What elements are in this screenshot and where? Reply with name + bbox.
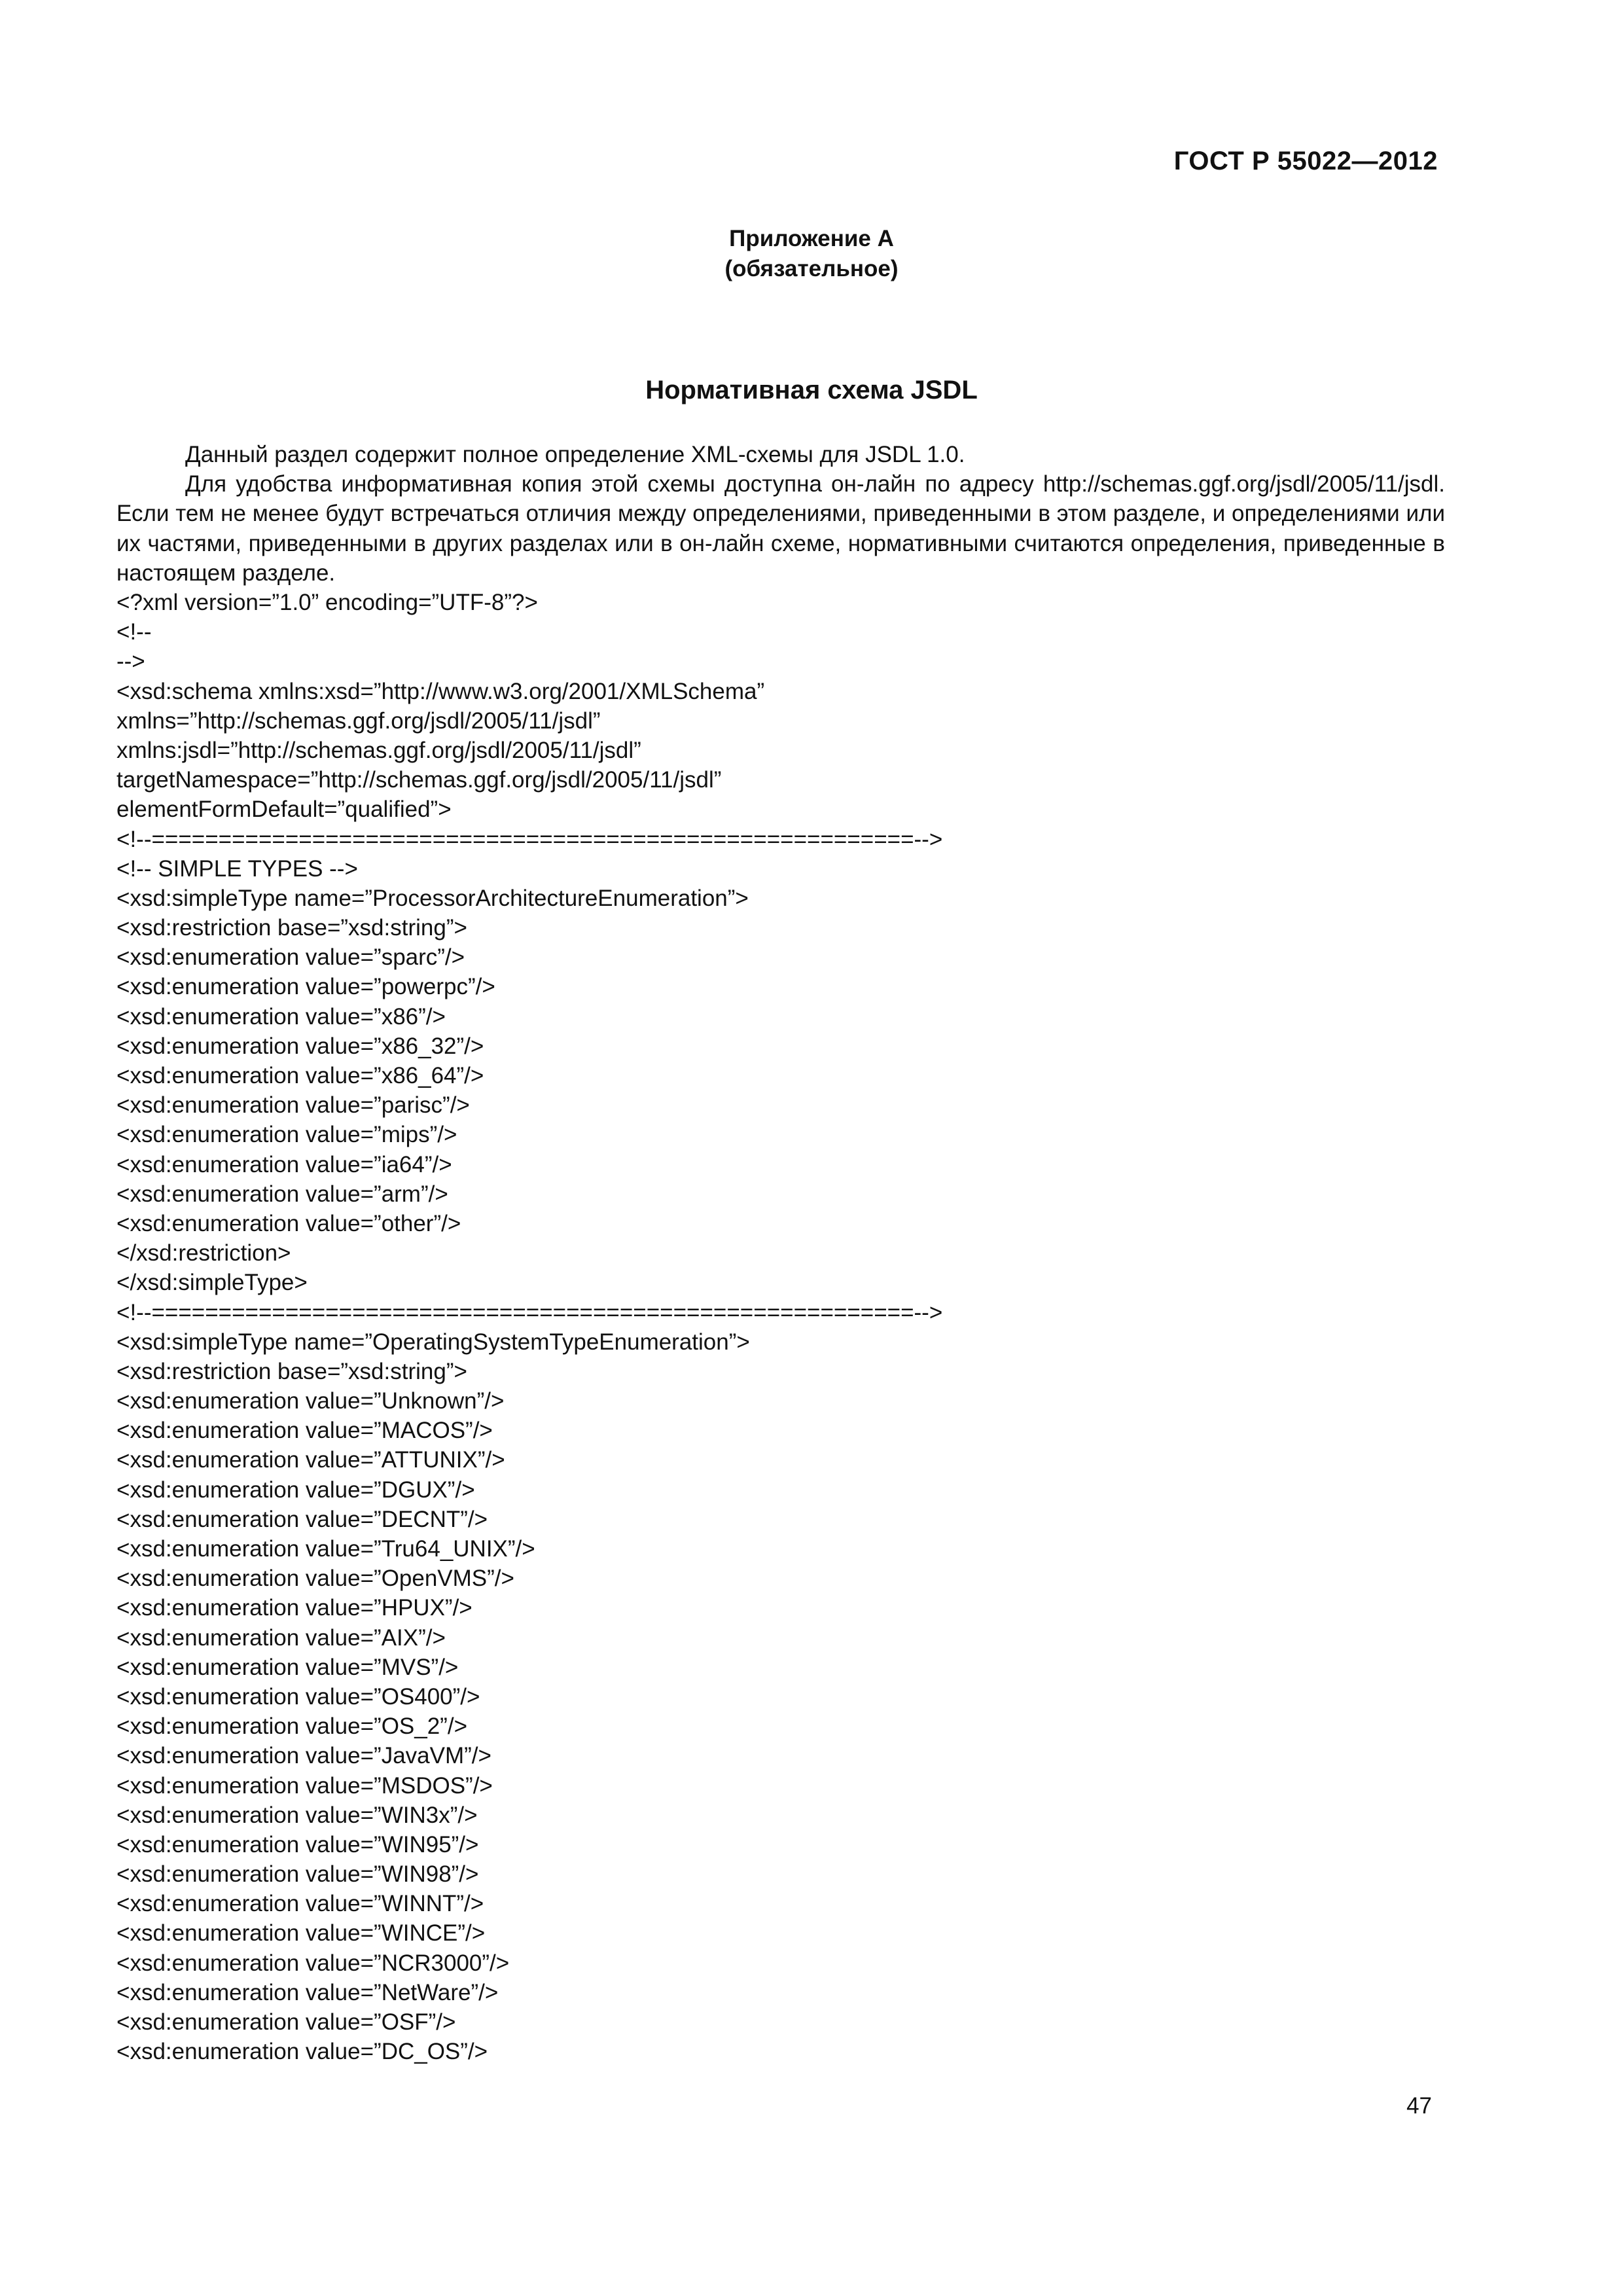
code-line: <xsd:enumeration value=”MSDOS”/> (116, 1772, 493, 1799)
code-line: <xsd:enumeration value=”MVS”/> (116, 1654, 459, 1680)
body-content (116, 440, 1445, 2066)
code-line: <xsd:enumeration value=”parisc”/> (116, 1092, 470, 1119)
code-line: xmlns:jsdl=”http://schemas.ggf.org/jsdl/2005/11/jsdl” (116, 737, 641, 763)
code-line: <xsd:enumeration value=”WIN98”/> (116, 1861, 479, 1888)
appendix-title: Приложение А (729, 226, 894, 251)
intro-paragraph: Данный раздел содержит полное определение XML-схемы для JSDL 1.0. (185, 442, 965, 467)
appendix-status: (обязательное) (724, 256, 899, 281)
code-line: --> (116, 649, 145, 675)
code-line: <xsd:enumeration value=”OS400”/> (116, 1683, 480, 1710)
section-heading: Нормативная схема JSDL (645, 376, 978, 404)
code-line: <!-- (116, 619, 152, 645)
code-line: elementFormDefault=”qualified”> (116, 797, 452, 823)
xml-schema-listing (116, 588, 1445, 2066)
code-line: <xsd:enumeration value=”WINNT”/> (116, 1891, 484, 1917)
code-line: <xsd:enumeration value=”x86_32”/> (116, 1033, 484, 1059)
code-line: <!--=========================================================--> (116, 826, 943, 852)
code-line: <xsd:enumeration value=”WINCE”/> (116, 1920, 486, 1946)
appendix-block (0, 224, 1623, 284)
code-line: <xsd:enumeration value=”WIN3x”/> (116, 1802, 478, 1828)
code-line: <xsd:restriction base=”xsd:string”> (116, 1358, 467, 1384)
document-code: ГОСТ Р 55022—2012 (1173, 147, 1438, 175)
code-line: <!-- SIMPLE TYPES --> (116, 855, 358, 882)
code-line: <xsd:schema xmlns:xsd=”http://www.w3.org/2001/XMLSchema” (116, 678, 765, 704)
code-line: <xsd:enumeration value=”DGUX”/> (116, 1477, 475, 1503)
code-line: <xsd:enumeration value=”arm”/> (116, 1181, 448, 1207)
code-line: <xsd:restriction base=”xsd:string”> (116, 915, 467, 941)
code-line: <xsd:enumeration value=”DECNT”/> (116, 1506, 488, 1532)
code-line: <xsd:enumeration value=”Tru64_UNIX”/> (116, 1536, 535, 1562)
code-line: <xsd:enumeration value=”x86”/> (116, 1003, 446, 1030)
code-line: <xsd:enumeration value=”x86_64”/> (116, 1063, 484, 1089)
code-line: <xsd:enumeration value=”Unknown”/> (116, 1388, 505, 1414)
code-line: <xsd:enumeration value=”NCR3000”/> (116, 1950, 510, 1976)
code-line: xmlns=”http://schemas.ggf.org/jsdl/2005/11/jsdl” (116, 708, 601, 734)
code-line: <xsd:simpleType name=”OperatingSystemTypeEnumeration”> (116, 1329, 750, 1355)
code-line: <xsd:enumeration value=”OS_2”/> (116, 1713, 468, 1740)
code-line: targetNamespace=”http://schemas.ggf.org/jsdl/2005/11/jsdl” (116, 767, 722, 793)
intro-paragraph: Для удобства информативная копия этой схемы доступна он-лайн по адресу http://schemas.ggf.org/jsdl/2005/11/jsdl. Если тем не менее будут встречаться отличия между определениями, приведенными в этом разделе, и определениями или их частями, приведенными в других разделах или в он-лайн схеме, нормативными считаются определения, приведенные в настоящем разделе. (116, 471, 1445, 586)
code-line: </xsd:simpleType> (116, 1270, 308, 1296)
code-line: <xsd:enumeration value=”DC_OS”/> (116, 2039, 488, 2065)
code-line: <xsd:enumeration value=”NetWare”/> (116, 1979, 499, 2005)
code-line: <xsd:enumeration value=”MACOS”/> (116, 1418, 493, 1444)
code-line: <xsd:enumeration value=”powerpc”/> (116, 974, 495, 1000)
code-line: <xsd:enumeration value=”JavaVM”/> (116, 1743, 491, 1769)
code-line: <?xml version=”1.0” encoding=”UTF-8”?> (116, 590, 538, 616)
code-line: <xsd:enumeration value=”OSF”/> (116, 2009, 456, 2036)
code-line: <xsd:enumeration value=”ia64”/> (116, 1151, 452, 1177)
code-line: <xsd:enumeration value=”other”/> (116, 1210, 461, 1236)
code-line: <xsd:enumeration value=”OpenVMS”/> (116, 1566, 514, 1592)
code-line: <xsd:enumeration value=”sparc”/> (116, 944, 465, 971)
code-line: <!--=========================================================--> (116, 1299, 943, 1325)
code-line: <xsd:enumeration value=”HPUX”/> (116, 1595, 473, 1621)
page-number: 47 (1406, 2093, 1432, 2119)
code-line: <xsd:enumeration value=”AIX”/> (116, 1624, 446, 1651)
code-line: </xsd:restriction> (116, 1240, 291, 1266)
code-line: <xsd:enumeration value=”ATTUNIX”/> (116, 1447, 505, 1473)
code-line: <xsd:simpleType name=”ProcessorArchitectureEnumeration”> (116, 885, 749, 911)
code-line: <xsd:enumeration value=”WIN95”/> (116, 1831, 479, 1857)
code-line: <xsd:enumeration value=”mips”/> (116, 1122, 457, 1148)
